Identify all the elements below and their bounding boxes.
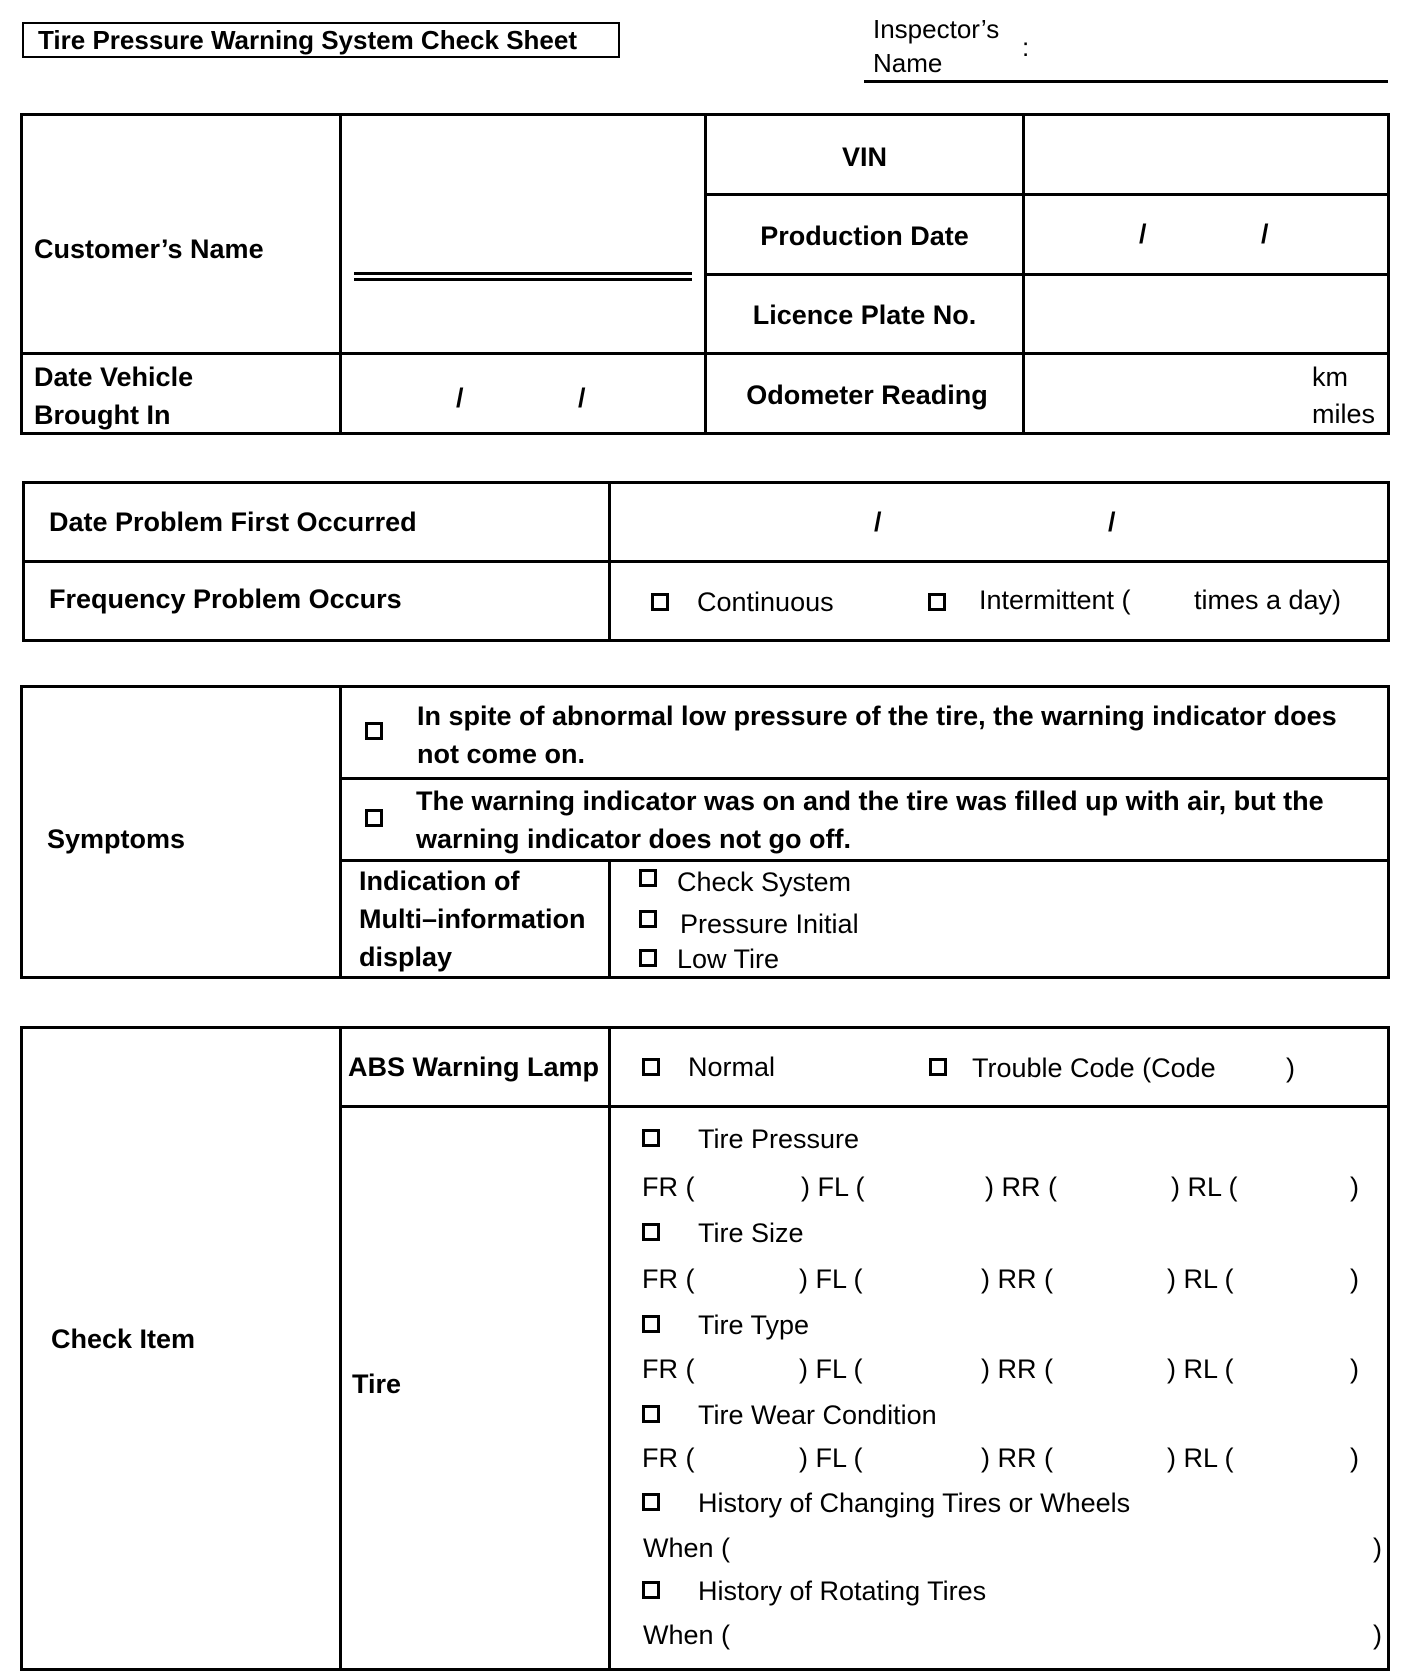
check-system-label: Check System bbox=[677, 867, 852, 897]
history-changing-label: History of Changing Tires or Wheels bbox=[698, 1488, 1131, 1518]
tp-rr: ) RR ( bbox=[985, 1172, 1057, 1202]
tw-fl: ) FL ( bbox=[799, 1443, 863, 1473]
inspector-name-field[interactable] bbox=[864, 80, 1388, 83]
date-brought-sep-2: / bbox=[578, 383, 586, 413]
odometer-unit-km: km bbox=[1312, 362, 1348, 392]
abs-warning-lamp-label: ABS Warning Lamp bbox=[348, 1052, 600, 1082]
date-brought-in-label: Date Vehicle Brought In bbox=[34, 362, 194, 430]
tt-close: ) bbox=[1350, 1354, 1359, 1384]
intermittent-label: Intermittent ( bbox=[979, 585, 1131, 615]
tire-wear-label: Tire Wear Condition bbox=[698, 1400, 937, 1430]
tp-fl: ) FL ( bbox=[801, 1172, 865, 1202]
abs-normal-label: Normal bbox=[688, 1052, 776, 1082]
ts-rr: ) RR ( bbox=[981, 1264, 1053, 1294]
odometer-unit-miles: miles bbox=[1312, 399, 1376, 429]
pressure-initial-label: Pressure Initial bbox=[680, 909, 859, 939]
history-changing-checkbox[interactable] bbox=[642, 1493, 660, 1511]
tw-close: ) bbox=[1350, 1443, 1359, 1473]
abs-normal-checkbox[interactable] bbox=[642, 1058, 660, 1076]
low-tire-checkbox[interactable] bbox=[639, 949, 657, 967]
abs-trouble-label: Trouble Code (Code bbox=[972, 1053, 1216, 1083]
abs-trouble-close: ) bbox=[1286, 1053, 1295, 1083]
abs-trouble-checkbox[interactable] bbox=[929, 1058, 947, 1076]
tp-rl: ) RL ( bbox=[1171, 1172, 1238, 1202]
date-brought-sep-1: / bbox=[456, 383, 464, 413]
production-date-sep-1: / bbox=[1139, 219, 1147, 249]
tt-fl: ) FL ( bbox=[799, 1354, 863, 1384]
inspector-colon: : bbox=[1022, 32, 1030, 62]
low-tire-label: Low Tire bbox=[677, 944, 780, 974]
tt-fr: FR ( bbox=[642, 1354, 695, 1384]
symptom-1-checkbox[interactable] bbox=[365, 722, 383, 740]
continuous-checkbox[interactable] bbox=[651, 593, 669, 611]
first-occurred-sep-1: / bbox=[874, 507, 882, 537]
intermittent-checkbox[interactable] bbox=[928, 593, 946, 611]
history-changing-when: When ( bbox=[643, 1533, 731, 1563]
tire-size-label: Tire Size bbox=[698, 1218, 804, 1248]
page-title: Tire Pressure Warning System Check Sheet bbox=[22, 22, 620, 58]
date-first-occurred-label: Date Problem First Occurred bbox=[49, 507, 417, 537]
tire-type-label: Tire Type bbox=[698, 1310, 810, 1340]
vin-field[interactable] bbox=[1026, 117, 1386, 191]
ts-close: ) bbox=[1350, 1264, 1359, 1294]
tw-fr: FR ( bbox=[642, 1443, 695, 1473]
tire-label: Tire bbox=[352, 1369, 402, 1399]
customer-name-label: Customer’s Name bbox=[34, 234, 264, 264]
symptom-2-text: The warning indicator was on and the tire was filled up with air, but the warning indicator does not go off. bbox=[416, 786, 1324, 854]
tire-size-checkbox[interactable] bbox=[642, 1223, 660, 1241]
licence-plate-field[interactable] bbox=[1026, 277, 1386, 349]
tire-pressure-label: Tire Pressure bbox=[698, 1124, 860, 1154]
tw-rr: ) RR ( bbox=[981, 1443, 1053, 1473]
tt-rl: ) RL ( bbox=[1167, 1354, 1234, 1384]
tp-fr: FR ( bbox=[642, 1172, 695, 1202]
first-occurred-sep-2: / bbox=[1108, 507, 1116, 537]
check-system-checkbox[interactable] bbox=[639, 869, 657, 887]
history-rotating-when: When ( bbox=[643, 1620, 731, 1650]
tire-pressure-checkbox[interactable] bbox=[642, 1129, 660, 1147]
history-rotating-label: History of Rotating Tires bbox=[698, 1576, 987, 1606]
vin-label: VIN bbox=[841, 142, 887, 172]
tp-close: ) bbox=[1350, 1172, 1359, 1202]
times-a-day-label: times a day) bbox=[1194, 585, 1342, 615]
history-changing-when-close: ) bbox=[1373, 1533, 1382, 1563]
ts-fr: FR ( bbox=[642, 1264, 695, 1294]
frequency-label: Frequency Problem Occurs bbox=[49, 584, 402, 614]
history-rotating-when-close: ) bbox=[1373, 1620, 1382, 1650]
continuous-label: Continuous bbox=[697, 587, 834, 617]
tw-rl: ) RL ( bbox=[1167, 1443, 1234, 1473]
symptom-1-text: In spite of abnormal low pressure of the tire, the warning indicator does not come on. bbox=[417, 701, 1337, 769]
history-rotating-checkbox[interactable] bbox=[642, 1581, 660, 1599]
tire-type-checkbox[interactable] bbox=[642, 1315, 660, 1333]
licence-plate-label: Licence Plate No. bbox=[752, 300, 977, 330]
pressure-initial-checkbox[interactable] bbox=[639, 910, 657, 928]
tt-rr: ) RR ( bbox=[981, 1354, 1053, 1384]
mid-label: Indication of Multi–information display bbox=[359, 866, 586, 972]
ts-rl: ) RL ( bbox=[1167, 1264, 1234, 1294]
ts-fl: ) FL ( bbox=[799, 1264, 863, 1294]
production-date-label: Production Date bbox=[760, 221, 969, 251]
check-item-label: Check Item bbox=[51, 1324, 196, 1354]
production-date-sep-2: / bbox=[1261, 219, 1269, 249]
customer-name-field[interactable] bbox=[354, 120, 692, 270]
symptom-2-checkbox[interactable] bbox=[365, 809, 383, 827]
symptoms-label: Symptoms bbox=[47, 824, 186, 854]
odometer-label: Odometer Reading bbox=[746, 380, 988, 410]
tire-wear-checkbox[interactable] bbox=[642, 1405, 660, 1423]
inspector-name-label: Inspector’s Name bbox=[873, 14, 1000, 78]
